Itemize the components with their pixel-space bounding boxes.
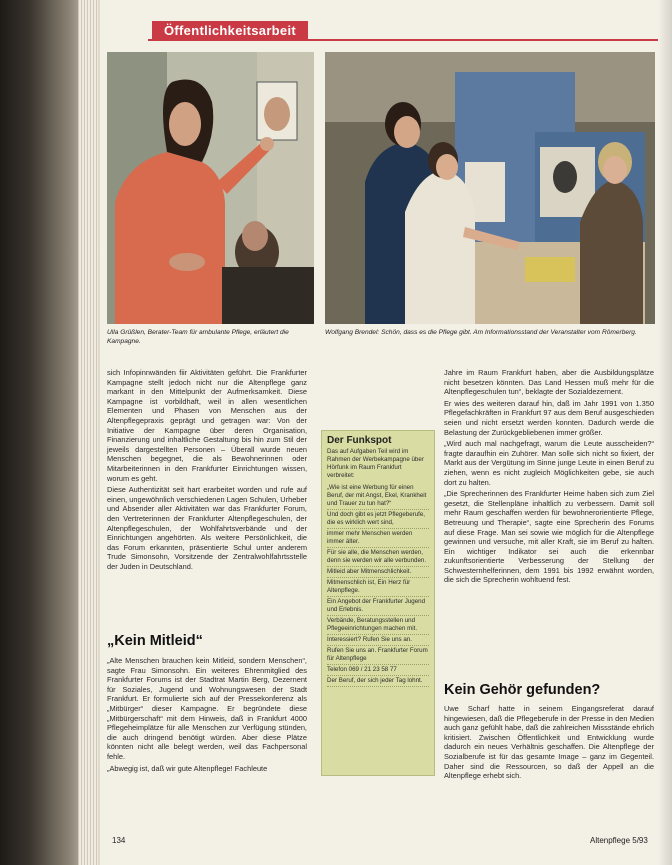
funkspot-line: immer mehr Menschen werden immer älter. [327, 529, 429, 548]
journal-issue: Altenpflege 5/93 [590, 836, 648, 845]
heading-kein-mitleid: „Kein Mitleid“ [107, 633, 203, 649]
funkspot-line: Mitmenschlich ist, Ein Herz für Altenpflege. [327, 578, 429, 597]
section-tag: Öffentlichkeitsarbeit [152, 21, 308, 40]
funkspot-line: „Wie ist eine Werbung für einen Beruf, der mit Angst, Ekel, Krankheit und Trauer zu tun hat?“ [327, 483, 429, 510]
paragraph: „Abwegig ist, daß wir gute Altenpflege! Fachleute [107, 763, 268, 773]
paragraph: „Wird auch mal nachgefragt, warum die Leute ausscheiden?“ fragte daraufhin ein Zuhörer. Man solle sich nicht so fixiert, der Markt aus der Vergütung im Sinne junge Leute in einen Beruf zu ziehen, wenn es nicht zugleich Möglichkeiten gebe, sie auch dort zu halten. [444, 439, 654, 487]
photo-speaker [107, 52, 314, 324]
paragraph: Diese Authentizität seit hart erarbeitet worden und rufe auf einen, ungewöhnlich verschiedenen Lagen Schulen, Urheber und Absender aller Aktivitäten war das Frankfurter Forum, den Vertreterinnen der Frankfurter Altenpflegeschulen, der Altenpflegeschulen, der Wohlfahrtsverbände und der Einrichtungen angehörten. Als weitere Persönlichkeit, die das Forum erkannten, präsentierte Schul unter anderem Trude Simonsohn, Vorsitzende der Zentralwohlfahrtsstelle der Juden in Deutschland. [107, 485, 307, 571]
paragraph: Er wies des weiteren darauf hin, daß im Jahr 1991 von 1.350 Pflegefachkräften in Frankfurt 97 aus dem Beruf ausgeschieden seien und nicht ersetzt werden konnten. Dadurch werde die Belastung der Zurückgebliebenen immer größer. [444, 398, 654, 437]
funkspot-box [321, 430, 435, 776]
column-3-continued [444, 704, 654, 783]
column-1 [107, 368, 307, 573]
page-number: 134 [112, 836, 126, 845]
funkspot-title: Der Funkspot [327, 435, 392, 446]
funkspot-line: Interessiert? Rufen Sie uns an. [327, 635, 429, 646]
paragraph: „Alte Menschen brauchen kein Mitleid, sondern Menschen“, sagte Frau Simonsohn. Ein weiteres Ehrenmitglied des Frankfurter Forums ist der Stadtrat Martin Berg, Dezernent für Soziales, Jugend und Wohnungswesen der Stadt Frankfurt. Er formulierte sich auf der Pressekonferenz als „Mitbürger“ dieser Kampagne. Er begründete diese „Mitbürgerschaft“ mit dem Hinweis, daß in Frankfurt 4000 Pflegeheimplätze für alle Menschen zur Verfügung stünden, die auch dringend benötigt würden. Aber diese Plätze könnten nicht alle belegt werden, weil das Fachpersonal fehle. [107, 656, 307, 761]
funkspot-line: Rufen Sie uns an. Frankfurter Forum für Altenpflege [327, 646, 429, 665]
funkspot-line: Der Beruf, der sich jeder Tag lohnt. [327, 676, 429, 687]
column-3 [444, 368, 654, 587]
funkspot-line: Für sie alle, die Menschen werden, denn sie werden wir alle verbunden. [327, 548, 429, 567]
page-edges [78, 0, 98, 865]
page-shadow [658, 0, 672, 865]
funkspot-intro: Das auf Aufgaben Teil wird im Rahmen der Werbekampagne über Hörfunk im Raum Frankfurt verbreitet: [327, 448, 424, 479]
caption-left: Ulla Grüßlen, Berater-Team für ambulante Pflege, erläutert die Kampagne. [107, 329, 289, 345]
funkspot-line: Und doch gibt es jetzt Pflegeberufe, die es wirklich wert sind, [327, 510, 429, 529]
section-rule [148, 39, 658, 41]
funkspot-line: Mitleid aber Mitmenschlichkeit. [327, 567, 429, 578]
paragraph: „Die Sprecherinnen des Frankfurter Heime haben sich zum Ziel gesetzt, die Stellenpläne inhaltlich zu verbessern. Damit soll mehr Raum geschaffen werden für bewohnerorientierte Pflege, Betreuung und Therapie“, sagte eine Sprecherin des Forums auf diese Frage. Man sei sowie wie möglich für die Altenpflege gewinnen und versuche, mit aller Kraft, sie im Beruf zu halten. Ein wichtiger Indikator sei auch die erkennbar zukunftsorientierte Verbesserung der Stellung der Schwesternhelferinnen, dem 1991 bis 1992 erwähnt worden, die sich die Sprecherin wohltuend fest. [444, 489, 654, 585]
photo-speaker-illustration [107, 52, 314, 324]
paragraph: Uwe Scharf hatte in seinem Eingangsreferat darauf hingewiesen, daß die Pflegeberufe in der Presse in den Medien auch ganz gefühlt habe, daß die zahlreichen Missstände ehrlich kritisiert. Zwischen Öffentlichkeit und Entwicklung wurde dadurch ein neues Verhältnis geschaffen. Die Altenpflege der Sozialberufe ist für das gesamte Image – ganz im Gegenteil. Daher sind die Ressourcen, so daß der Appell an die Altenpflege erhebt sich. [444, 704, 654, 781]
paragraph: sich Infopinnwänden fiir Aktivitäten geführt. Die Frankfurter Kampagne stellt jedoch nicht nur die Altenpflege ganz markant in den Mittelpunkt der Aufmerksamkeit. Diese Kampagne ist vorbildhaft, weil in allen wesentlichen Elementen und Phasen von Menschen aus der Altenpflegepraxis geprägt und getragen war: Von der Initiative der Kampagne über deren Organisation, Finanzierung und inhaltliche Gestaltung bis hin zum Stil der jeweils dargestellten Personen – Überall wurde neuen Menschen begegnet, die als Bewohnerinnen oder Mitarbeiterinnen in den Frankfurter Einrichtungen wissen, worum es geht. [107, 368, 307, 483]
photo-info-stand-illustration [325, 52, 655, 324]
paragraph: Jahre im Raum Frankfurt haben, aber die Ausbildungsplätze nicht besetzen könnten. Das Land Hessen muß mehr für die Altenpflegeschulen tun“, beklagte der Sozialdezernent. [444, 368, 654, 397]
funkspot-line: Ein Angebot der Frankfurter Jugend und Erlebnis. [327, 597, 429, 616]
funkspot-line: Telefon 069 / 21 23 58 77 [327, 665, 429, 676]
caption-right: Wolfgang Brendel: Schön, dass es die Pflege gibt. Am Informationsstand der Veranstalter vom Römerberg. [325, 329, 637, 336]
photo-info-stand [325, 52, 655, 324]
funkspot-line: Verbände, Beratungsstellen und Pflegeeinrichtungen machen mit. [327, 616, 429, 635]
heading-kein-gehoer: Kein Gehör gefunden? [444, 682, 601, 698]
column-1-continued [107, 656, 307, 775]
